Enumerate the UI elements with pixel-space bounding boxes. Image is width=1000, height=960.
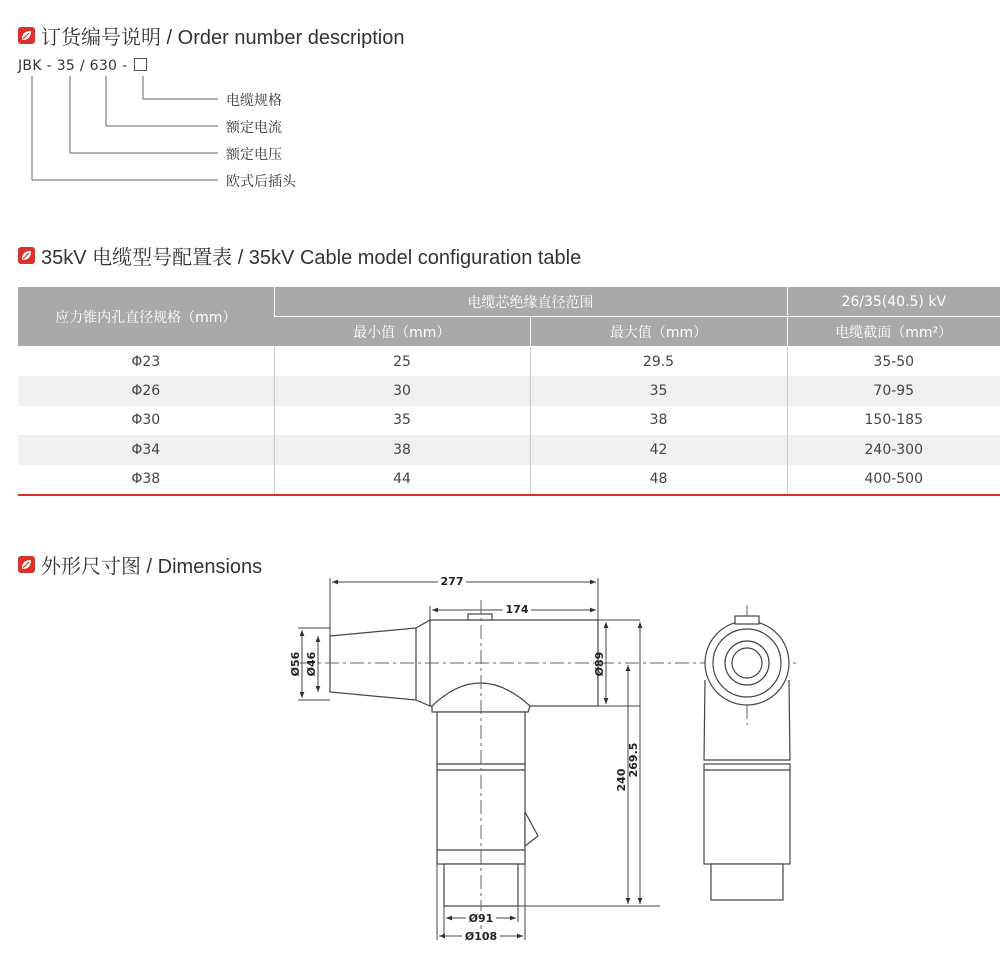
table-cell: 42 [530, 435, 787, 464]
dim-d89: Ø89 [593, 651, 606, 677]
table-cell: 30 [274, 376, 530, 405]
table-cell: 240-300 [787, 435, 1000, 464]
table-cell: Φ34 [18, 435, 274, 464]
header-min-value: 最小值（mm） [274, 317, 530, 347]
table-cell: 38 [530, 406, 787, 435]
explanation-rated-current: 额定电流 [226, 120, 282, 136]
header-insulation-diameter-range: 电缆芯绝缘直径范围 [274, 287, 787, 317]
dim-d46: Ø46 [305, 651, 318, 677]
table-cell: Φ23 [131, 353, 161, 370]
section-title-text: 订货编号说明 / Order number description [41, 27, 405, 49]
table-cell: 35 [274, 406, 530, 435]
table-cell: 38 [274, 435, 530, 464]
table-cell: 29.5 [530, 347, 787, 377]
order-code: JBK - 35 / 630 - [18, 58, 147, 74]
dim-d108: Ø108 [464, 930, 498, 943]
table-cell: Φ30 [131, 412, 161, 429]
table-cell: 35 [530, 376, 787, 405]
table-cell: Φ26 [18, 376, 274, 405]
table-cell: 48 [530, 465, 787, 495]
side-view [330, 614, 598, 906]
dim-269-5: 269.5 [627, 742, 640, 778]
code-prefix: JBK [18, 58, 42, 74]
table-cell: 25 [274, 347, 530, 377]
dim-240: 240 [615, 768, 628, 792]
dim-d56: Ø56 [289, 651, 302, 677]
table-cell: 400-500 [787, 465, 1000, 495]
dim-d91: Ø91 [468, 912, 494, 925]
table-cell: 70-95 [787, 376, 1000, 405]
code-voltage: 35 [56, 58, 76, 74]
section-title-text: 外形尺寸图 / Dimensions [41, 556, 263, 578]
table-cell: 44 [274, 465, 530, 495]
header-cable-section: 电缆截面（mm²） [787, 317, 1000, 347]
dim-277: 277 [440, 575, 464, 588]
explanation-cable-spec: 电缆规格 [226, 93, 282, 109]
dim-174: 174 [505, 603, 529, 616]
table-cell: 35-50 [787, 347, 1000, 377]
explanation-rated-voltage: 额定电压 [226, 147, 282, 163]
front-view [704, 616, 790, 900]
header-voltage-class: 26/35(40.5) kV [787, 287, 1000, 317]
table-cell: 150-185 [787, 406, 1000, 435]
table-cell: Φ38 [18, 465, 274, 495]
header-max-value: 最大值（mm） [530, 317, 787, 347]
header-stress-cone-diameter: 应力锥内孔直径规格（mm） [18, 287, 274, 347]
explanation-plug-type: 欧式后插头 [226, 174, 296, 190]
section-title-text: 35kV 电缆型号配置表 / 35kV Cable model configuration table [41, 247, 582, 269]
code-current: 630 [89, 58, 118, 74]
